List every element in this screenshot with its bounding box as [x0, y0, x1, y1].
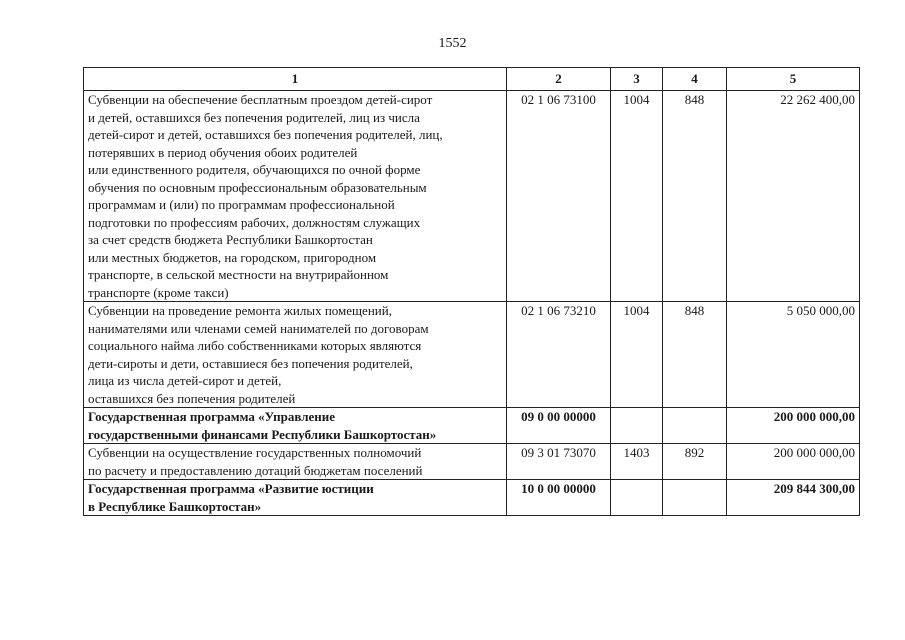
row-description: Субвенции на осуществление государственных полномочий по расчету и предоставлению дотаций бюджетам поселений: [84, 444, 507, 480]
column-header-code: 2: [507, 68, 611, 91]
row-section: 1004: [611, 302, 663, 408]
column-header-type: 4: [663, 68, 727, 91]
row-amount: 209 844 300,00: [727, 480, 860, 516]
table-header-row: [84, 68, 860, 91]
row-code: 02 1 06 73210: [507, 302, 611, 408]
column-header-description: 1: [84, 68, 507, 91]
table-row-program: [84, 408, 860, 444]
table-row: [84, 91, 860, 302]
row-amount: 200 000 000,00: [727, 444, 860, 480]
row-expense-type: [663, 408, 727, 444]
table-row: [84, 444, 860, 480]
column-header-section: 3: [611, 68, 663, 91]
row-code: 09 0 00 00000: [507, 408, 611, 444]
row-amount: 5 050 000,00: [727, 302, 860, 408]
row-section: [611, 408, 663, 444]
row-expense-type: [663, 480, 727, 516]
table-row-program: [84, 480, 860, 516]
table-row: [84, 302, 860, 408]
row-amount: 22 262 400,00: [727, 91, 860, 302]
page-number: 1552: [438, 36, 467, 51]
row-expense-type: 892: [663, 444, 727, 480]
row-description: Субвенции на обеспечение бесплатным проездом детей-сирот и детей, оставшихся без попечения родителей, лиц из числа детей-сирот и детей, оставшихся без попечения родителей, лиц, потерявших в период обучения обоих родителей или единственного родителя, обучающихся по очной форме обучения по основным профессиональным образовательным программам и (или) по программам профессиональной подготовки по профессиям рабочих, должностям служащих за счет средств бюджета Республики Башкортостан или местных бюджетов, на городском, пригородном транспорте, в сельской местности на внутрирайонном транспорте (кроме такси): [84, 91, 507, 302]
row-code: 10 0 00 00000: [507, 480, 611, 516]
budget-table: [83, 67, 860, 516]
row-section: [611, 480, 663, 516]
row-section: 1004: [611, 91, 663, 302]
row-description: Государственная программа «Развитие юстиции в Республике Башкортостан»: [84, 480, 507, 516]
row-expense-type: 848: [663, 302, 727, 408]
row-code: 09 3 01 73070: [507, 444, 611, 480]
row-description: Субвенции на проведение ремонта жилых помещений, нанимателями или членами семей нанимателей по договорам социального найма либо собственниками которых являются дети-сироты и дети, оставшиеся без попечения родителей, лица из числа детей-сирот и детей, оставшихся без попечения родителей: [84, 302, 507, 408]
row-expense-type: 848: [663, 91, 727, 302]
row-code: 02 1 06 73100: [507, 91, 611, 302]
row-description: Государственная программа «Управление государственными финансами Республики Башкортостан»: [84, 408, 507, 444]
column-header-amount: 5: [727, 68, 860, 91]
row-amount: 200 000 000,00: [727, 408, 860, 444]
row-section: 1403: [611, 444, 663, 480]
